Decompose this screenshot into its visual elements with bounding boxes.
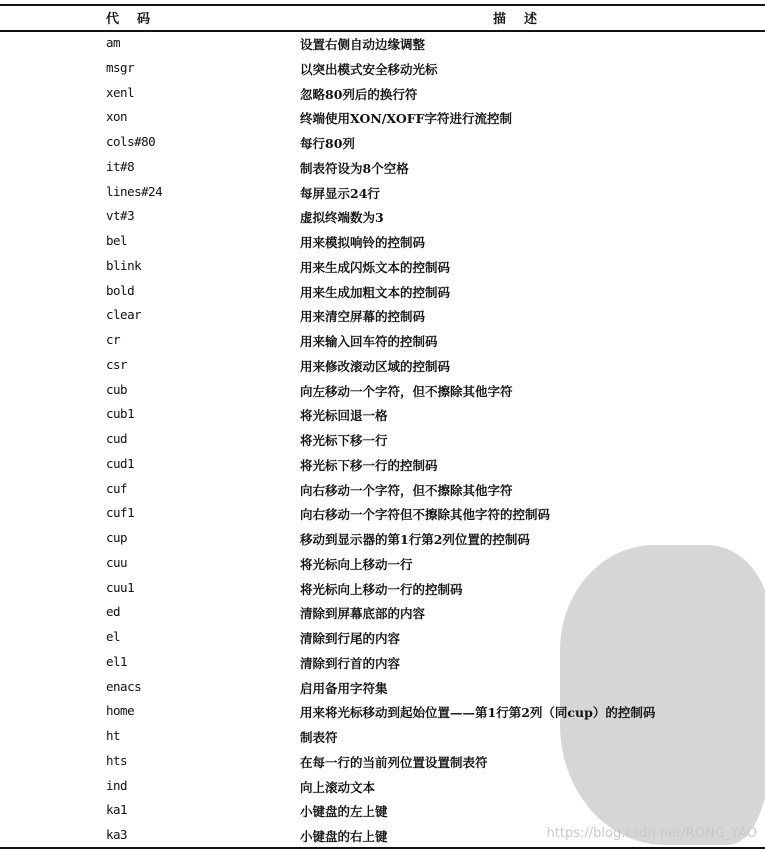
description-cell: 以突出模式安全移动光标 [300,61,438,77]
code-cell: ka3 [106,827,128,842]
table-body [0,33,765,850]
code-cell: cr [106,332,121,347]
description-cell: 制表符 [300,730,338,745]
table-row [0,132,765,157]
description-cell: 将光标下移一行 [300,433,388,448]
table-row [0,726,765,751]
code-cell: cud [106,431,128,446]
description-cell: 启用备用字符集 [300,680,388,696]
table-row [0,355,765,380]
header-code: 代码 [106,12,169,27]
code-cell: bel [106,233,128,248]
table-row [0,305,765,330]
table-row [0,182,765,207]
description-cell: 在每一行的当前列位置设置制表符 [300,754,488,770]
table-row [0,206,765,231]
description-cell: 将光标回退一格 [300,408,388,424]
code-cell: cub1 [106,406,135,422]
description-cell: 清除到屏幕底部的内容 [300,606,426,622]
description-cell: 每屏显示24行 [300,185,380,201]
description-cell: 将光标向上移动一行 [300,556,413,572]
header-description: 描述 [493,12,556,27]
code-cell: vt#3 [106,208,135,224]
code-cell: ka1 [106,802,128,818]
top-rule [0,4,765,6]
table-row [0,429,765,454]
description-cell: 移动到显示器的第1行第2列位置的控制码 [300,532,530,547]
table-row [0,578,765,603]
description-cell: 小键盘的右上键 [300,829,388,844]
table-row [0,652,765,677]
header-rule [0,30,765,32]
table-row [0,677,765,702]
code-cell: am [106,35,121,50]
table-row [0,800,765,825]
description-cell: 用来修改滚动区域的控制码 [300,358,451,374]
description-cell: 用来清空屏幕的控制码 [300,309,426,325]
table-row [0,528,765,553]
description-cell: 向左移动一个字符，但不擦除其他字符 [300,383,513,399]
table-row [0,479,765,504]
code-cell: cuf [106,480,128,496]
description-cell: 用来输入回车符的控制码 [300,334,438,349]
description-cell: 用来模拟响铃的控制码 [300,235,426,250]
code-cell: el [106,629,121,644]
code-cell: xon [106,109,128,125]
table-row [0,33,765,58]
code-cell: xenl [106,84,135,100]
table-row [0,701,765,726]
code-cell: ht [106,728,121,743]
table-row [0,454,765,479]
table-row [0,553,765,578]
table-row [0,627,765,652]
description-cell: 制表符设为8个空格 [300,160,409,176]
table-row [0,380,765,405]
code-cell: ed [106,604,121,620]
description-cell: 小键盘的左上键 [300,804,388,820]
description-cell: 每行80列 [300,136,355,151]
description-cell: 虚拟终端数为3 [300,210,384,226]
bottom-rule [0,847,765,849]
table-row [0,157,765,182]
table-row [0,330,765,355]
table-row [0,231,765,256]
table-row [0,256,765,281]
description-cell: 用来生成闪烁文本的控制码 [300,259,451,275]
code-cell: el1 [106,653,128,669]
code-cell: bold [106,282,135,298]
description-cell: 清除到行尾的内容 [300,631,401,646]
table-row [0,58,765,83]
table-row [0,107,765,132]
code-cell: lines#24 [106,183,163,199]
code-cell: home [106,703,135,719]
code-cell: cuf1 [106,505,135,521]
table-row [0,83,765,108]
description-cell: 忽略80列后的换行符 [300,86,418,102]
code-cell: cub [106,381,128,397]
table-row [0,404,765,429]
code-cell: it#8 [106,158,135,174]
code-cell: blink [106,257,142,273]
description-cell: 用来将光标移动到起始位置——第1行第2列（同cup）的控制码 [300,705,656,721]
description-cell: 用来生成加粗文本的控制码 [300,284,451,300]
table-row [0,602,765,627]
code-cell: ind [106,777,128,793]
description-cell: 向右移动一个字符但不擦除其他字符的控制码 [300,507,551,523]
description-cell: 向右移动一个字符，但不擦除其他字符 [300,482,513,498]
code-cell: clear [106,307,142,323]
description-cell: 设置右侧自动边缘调整 [300,37,426,52]
code-cell: cols#80 [106,134,156,149]
code-cell: hts [106,752,128,768]
description-cell: 将光标向上移动一行的控制码 [300,581,463,597]
description-cell: 清除到行首的内容 [300,655,401,671]
table-row [0,751,765,776]
code-cell: msgr [106,59,135,75]
table-row [0,281,765,306]
table-row [0,776,765,801]
watermark: https://blog.csdn.net/RONG_YAO [546,826,757,841]
code-cell: cup [106,530,128,545]
code-cell: cuu [106,554,128,570]
description-cell: 将光标下移一行的控制码 [300,457,438,473]
code-cell: cuu1 [106,579,135,595]
description-cell: 向上滚动文本 [300,779,376,795]
code-cell: cud1 [106,455,135,471]
table-row [0,503,765,528]
description-cell: 终端使用XON/XOFF字符进行流控制 [300,111,512,127]
code-cell: csr [106,356,128,372]
code-cell: enacs [106,678,142,694]
